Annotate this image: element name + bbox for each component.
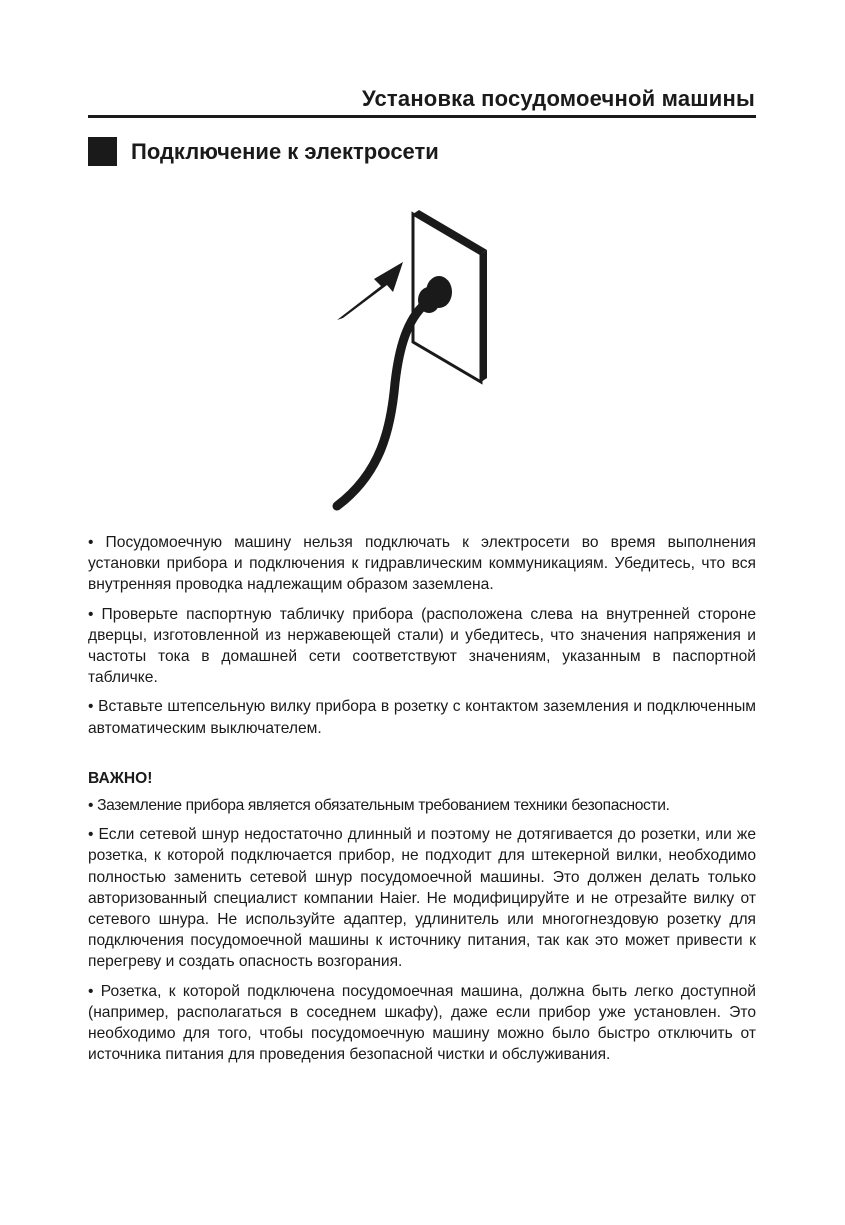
important-item-power-cord: • Если сетевой шнур недостаточно длинный и поэтому не дотягивается до розетки, или же розетка, к которой подключается прибор, не подходит для штекерной вилки, необходимо полностью заменить сетевой шнур посудомоечной машины. Это должен делать только авторизованный специалист компании Haier. Не модифицируйте и не отрезайте вилку от сетевого шнура. Не используйте адаптер, удлинитель или многогнездовую розетку для подключения посудомоечной машины к источнику питания, так как это может привести к перегреву и создать опасность возгорания. <box>88 826 756 971</box>
important-heading: ВАЖНО! <box>88 769 153 787</box>
power-outlet-plug-icon <box>325 208 505 518</box>
section-square-icon <box>88 137 117 166</box>
header-divider <box>88 115 756 118</box>
main-content <box>88 532 756 1073</box>
page-header-title: Установка посудомоечной машины <box>361 86 755 111</box>
section-heading <box>88 137 439 166</box>
important-item-outlet-access: • Розетка, к которой подключена посудомоечная машина, должна быть легко доступной (например, располагаться в соседнем шкафу), даже если прибор уже установлен. Это необходимо для того, чтобы посудомоечную машину можно было быстро отключить от источника питания для проведения безопасной чистки и обслуживания. <box>88 982 756 1064</box>
important-item-grounding: • Заземление прибора является обязательным требованием техники безопасности. <box>88 797 670 815</box>
paragraph-power-off: • Посудомоечную машину нельзя подключать к электросети во время выполнения установки прибора и подключения к гидравлическим коммуникациям. Убедитесь, что вся внутренняя проводка надлежащим образом заземлена. <box>88 534 756 594</box>
paragraph-insert-plug: • Вставьте штепсельную вилку прибора в розетку с контактом заземления и подключенным автоматическим выключателем. <box>88 698 756 737</box>
paragraph-check-rating-plate: • Проверьте паспортную табличку прибора (расположена слева на внутренней стороне дверцы, изготовленной из нержавеющей стали) и убедитесь, что значения напряжения и частоты тока в домашней сети соответствуют значениям, указанным в паспортной табличке. <box>88 605 756 687</box>
section-title: Подключение к электросети <box>131 138 439 164</box>
